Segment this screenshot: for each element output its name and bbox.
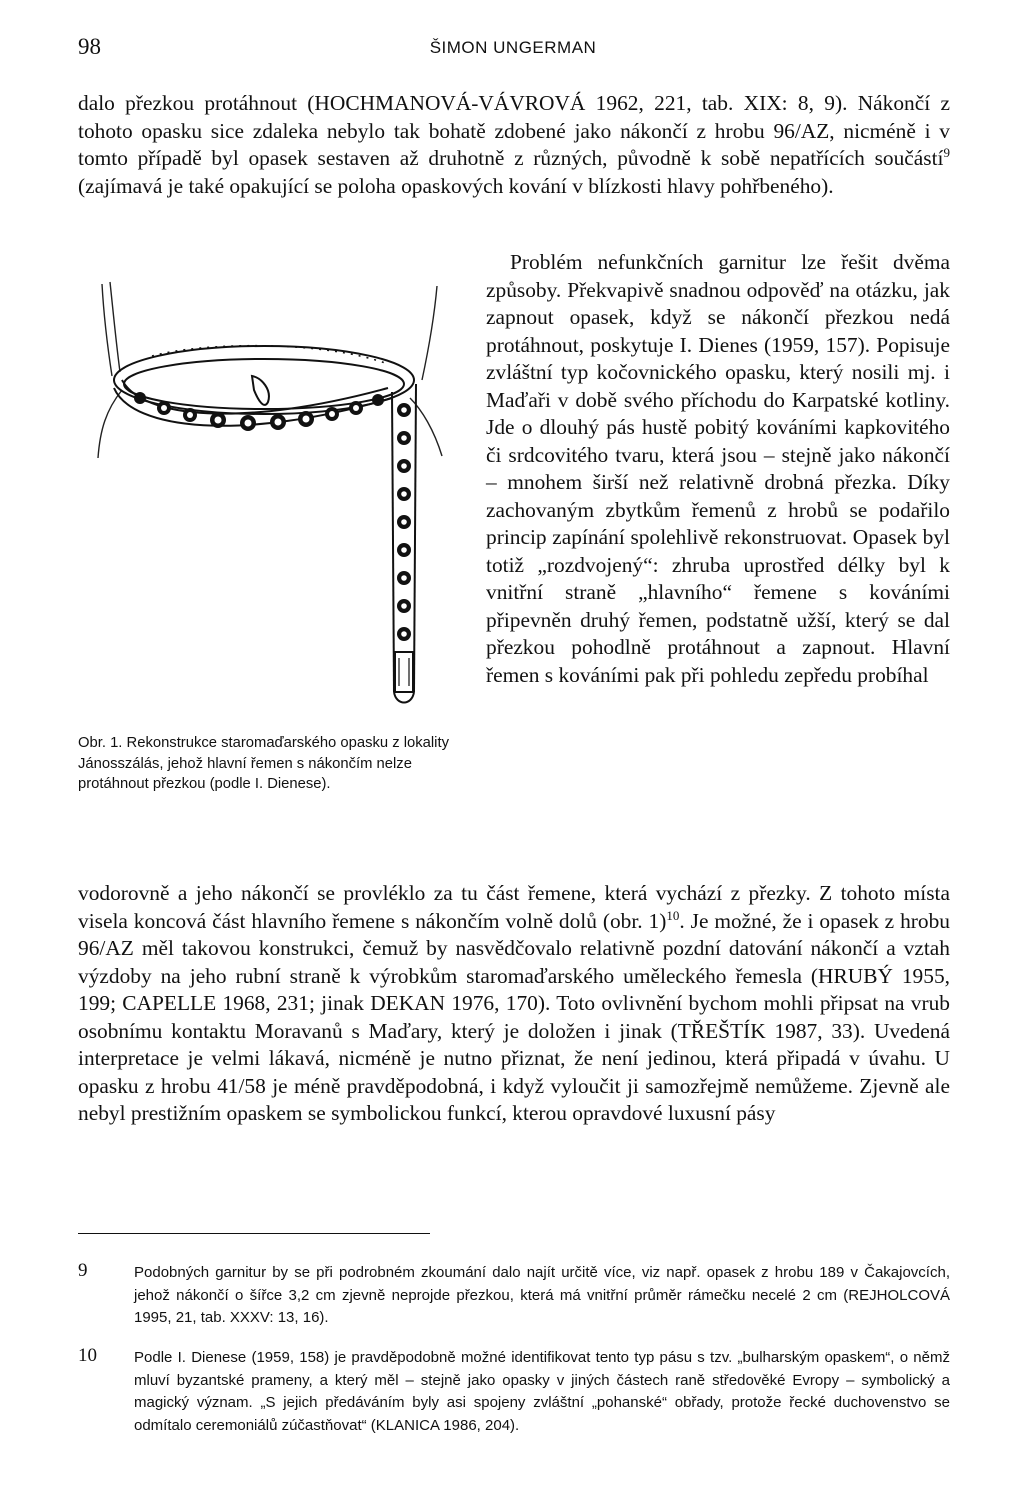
belt-drawing — [92, 280, 464, 730]
belt-reconstruction-figure — [92, 280, 464, 730]
footnote-ref-9[interactable]: 9 — [943, 144, 950, 160]
body-paragraph-top — [78, 90, 950, 200]
figure-caption: Obr. 1. Rekonstrukce staromaďarského opasku z lokality Jánosszálás, jehož hlavní řemen s nákončím nelze protáhnout přezkou (podle I. Dienese). — [78, 735, 449, 792]
top-paragraph-end: (zajímavá je také opakující se poloha opaskových kování v blízkosti hlavy pohřbeného). — [78, 173, 834, 198]
page-number: 98 — [78, 34, 101, 59]
footnote-rule — [78, 1233, 430, 1234]
bottom-paragraph-text: vodorovně a jeho nákončí se provléklo za tu část řemene, která vychází z přezky. Z tohoto místa visela koncová část hlavního řemene s nákončím volně dolů (obr. 1) — [78, 881, 950, 933]
top-paragraph-text: dalo přezkou protáhnout (HOCHMANOVÁ-VÁVROVÁ 1962, 221, tab. XIX: 8, 9). Nákončí z tohoto opasku sice zdaleka nebylo tak bohatě zdobené jako nákončí z hrobu 96/AZ, nicméně i v tomto případě byl opasek sestaven až druhotně z různých, původně k sobě nepatřících součástí — [78, 91, 950, 170]
column-paragraph — [486, 249, 950, 689]
bottom-paragraph-end: . Je možné, že i opasek z hrobu 96/AZ měl takovou konstrukci, čemuž by nasvědčovalo relativně pozdní datování nákončí a vztah výzdoby na jeho rubní straně k výrobkům staromaďarského uměleckého řemesla (HRUBÝ 1955, 199; CAPELLE 1968, 231; jinak DEKAN 1976, 170). Toto ovlivnění bychom mohli připsat na vrub osobnímu kontaktu Moravanů s Maďary, který je doložen i jinak (TŘEŠTÍK 1987, 33). Uvedená interpretace je velmi lákavá, nicméně je nutno přiznat, že není jedinou, která připadá v úvahu. U opasku z hrobu 41/58 je méně pravděpodobná, i když vyloučit ji samozřejmě nemůžeme. Zjevně ale nebyl prestižním opaskem se symbolickou funkcí, kterou opravdové luxusní pásy — [78, 908, 950, 1125]
header-title: ŠIMON UNGERMAN — [429, 38, 597, 57]
footnote-ref-10[interactable]: 10 — [666, 907, 680, 923]
running-head — [78, 34, 948, 64]
footnote-number: 10 — [78, 1345, 97, 1366]
footnote-number: 9 — [78, 1260, 88, 1281]
column-text: Problém nefunkčních garnitur lze řešit dvěma způsoby. Překvapivě snadnou odpověď na otázku, jak zapnout opasek, když se nákončí přezkou nedá protáhnout, poskytuje I. Dienes (1959, 157). Popisuje zvláštní typ kočovnického opasku, který nosili mj. i Maďaři v době svého příchodu do Karpatské kotliny. Jde o dlouhý pás hustě pobitý kováními kapkovitého či srdcovitého tvaru, která jsou – stejně jako nákončí – mnohem širší než relativně drobná přezka. Díky zachovaným zbytkům řemenů z hrobů se podařilo princip zapínání spolehlivě rekonstruovat. Opasek byl totiž „rozdvojený“: zhruba uprostřed délky byl k vnitřní straně „hlavního“ řemene s kováními připevněn druhý řemen, podstatně užší, který se dal přezkou pohodlně protáhnout a zapnout. Hlavní řemen s kováními pak při pohledu zepředu probíhal — [486, 250, 950, 687]
footnote-text: Podle I. Dienese (1959, 158) je pravděpodobně možné identifikovat tento typ pásu s tzv. „bulharským opaskem“, o němž mluví byzantské prameny, a který měl – stejně jako opasky v jiných částech raně středověké Evropy – symbolický a magický význam. „S jejich předáváním byly asi spojeny zvláštní „pohanské“ obřady, protože řecké duchovenstvo se odmítalo ceremoniálů zúčastňovat“ (KLANICA 1986, 204). — [134, 1349, 950, 1435]
footnote-10 — [78, 1345, 950, 1455]
body-paragraph-bottom — [78, 880, 950, 1128]
footnote-text: Podobných garnitur by se při podrobném zkoumání dalo najít určitě více, viz např. opasek z hrobu 189 v Čakajovcích, jehož nákončí o šířce 3,2 cm zjevně neprojde přezkou, která má vnitřní průměr rámečku necelé 2 cm (REJHOLCOVÁ 1995, 21, tab. XXXV: 13, 16). — [134, 1264, 950, 1327]
